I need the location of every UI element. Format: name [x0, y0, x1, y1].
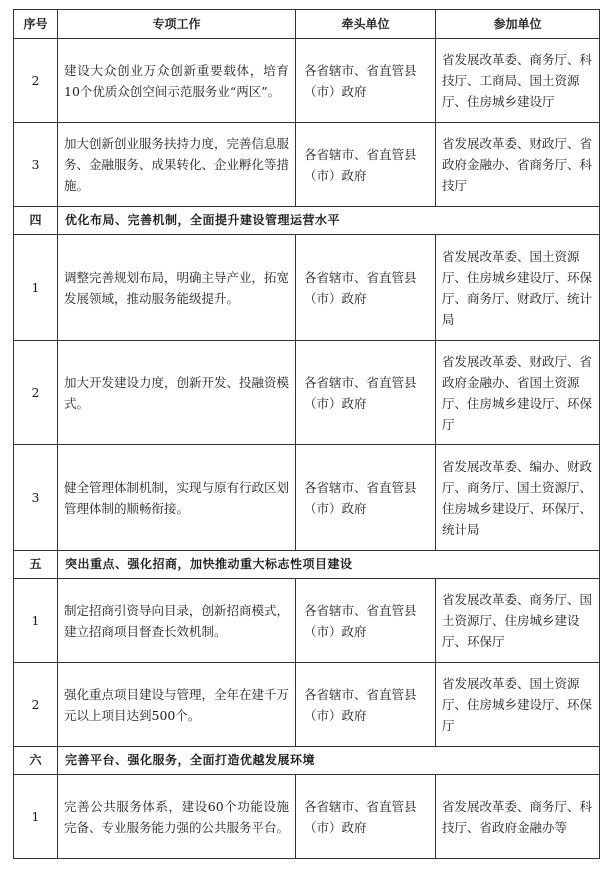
row-task: 加大创新创业服务扶持力度，完善信息服务、金融服务、成果转化、企业孵化等措施。 — [58, 123, 296, 207]
section-num: 四 — [14, 207, 58, 235]
row-num: 1 — [14, 775, 58, 859]
header-lead: 牵头单位 — [296, 10, 436, 39]
row-lead: 各省辖市、省直管县（市）政府 — [296, 445, 436, 551]
table-row — [14, 579, 600, 663]
row-num: 1 — [14, 235, 58, 341]
row-num: 1 — [14, 579, 58, 663]
section-row — [14, 207, 600, 235]
row-task: 完善公共服务体系，建设60个功能设施完备、专业服务能力强的公共服务平台。 — [58, 775, 296, 859]
row-participate: 省发展改革委、商务厅、科技厅、工商局、国土资源厅、住房城乡建设厅 — [436, 39, 600, 123]
row-participate: 省发展改革委、国土资源厅、住房城乡建设厅、环保厅 — [436, 663, 600, 747]
row-lead: 各省辖市、省直管县（市）政府 — [296, 663, 436, 747]
row-lead: 各省辖市、省直管县（市）政府 — [296, 775, 436, 859]
header-participate: 参加单位 — [436, 10, 600, 39]
section-num: 五 — [14, 551, 58, 579]
row-participate: 省发展改革委、商务厅、国土资源厅、住房城乡建设厅、环保厅 — [436, 579, 600, 663]
table-row — [14, 775, 600, 859]
table-row — [14, 235, 600, 341]
section-row — [14, 551, 600, 579]
row-task: 强化重点项目建设与管理，全年在建千万元以上项目达到500个。 — [58, 663, 296, 747]
table-row — [14, 39, 600, 123]
row-task: 调整完善规划布局，明确主导产业，拓宽发展领域，推动服务能级提升。 — [58, 235, 296, 341]
header-num: 序号 — [14, 10, 58, 39]
row-num: 2 — [14, 341, 58, 445]
table-row — [14, 341, 600, 445]
section-row — [14, 747, 600, 775]
section-title: 完善平台、强化服务，全面打造优越发展环境 — [58, 747, 600, 775]
row-lead: 各省辖市、省直管县（市）政府 — [296, 39, 436, 123]
section-title: 优化布局、完善机制，全面提升建设管理运营水平 — [58, 207, 600, 235]
row-participate: 省发展改革委、商务厅、科技厅、省政府金融办等 — [436, 775, 600, 859]
header-row — [14, 10, 600, 39]
section-num: 六 — [14, 747, 58, 775]
row-lead: 各省辖市、省直管县（市）政府 — [296, 579, 436, 663]
row-task: 加大开发建设力度，创新开发、投融资模式。 — [58, 341, 296, 445]
row-participate: 省发展改革委、财政厅、省政府金融办、省国土资源厅、住房城乡建设厅、环保厅 — [436, 341, 600, 445]
header-task: 专项工作 — [58, 10, 296, 39]
row-task: 制定招商引资导向目录，创新招商模式，建立招商项目督查长效机制。 — [58, 579, 296, 663]
row-lead: 各省辖市、省直管县（市）政府 — [296, 341, 436, 445]
row-num: 2 — [14, 663, 58, 747]
row-task: 建设大众创业万众创新重要载体，培育10个优质众创空间示范服务业“两区”。 — [58, 39, 296, 123]
row-num: 3 — [14, 123, 58, 207]
row-lead: 各省辖市、省直管县（市）政府 — [296, 123, 436, 207]
row-lead: 各省辖市、省直管县（市）政府 — [296, 235, 436, 341]
task-table — [13, 9, 600, 859]
row-participate: 省发展改革委、财政厅、省政府金融办、省商务厅、科技厅 — [436, 123, 600, 207]
row-participate: 省发展改革委、编办、财政厅、商务厅、国土资源厅、住房城乡建设厅、环保厅、统计局 — [436, 445, 600, 551]
section-title: 突出重点、强化招商，加快推动重大标志性项目建设 — [58, 551, 600, 579]
table-row — [14, 663, 600, 747]
row-participate: 省发展改革委、国土资源厅、住房城乡建设厅、环保厅、商务厅、财政厅、统计局 — [436, 235, 600, 341]
row-num: 3 — [14, 445, 58, 551]
row-num: 2 — [14, 39, 58, 123]
row-task: 健全管理体制机制，实现与原有行政区划管理体制的顺畅衔接。 — [58, 445, 296, 551]
table-row — [14, 123, 600, 207]
table-row — [14, 445, 600, 551]
